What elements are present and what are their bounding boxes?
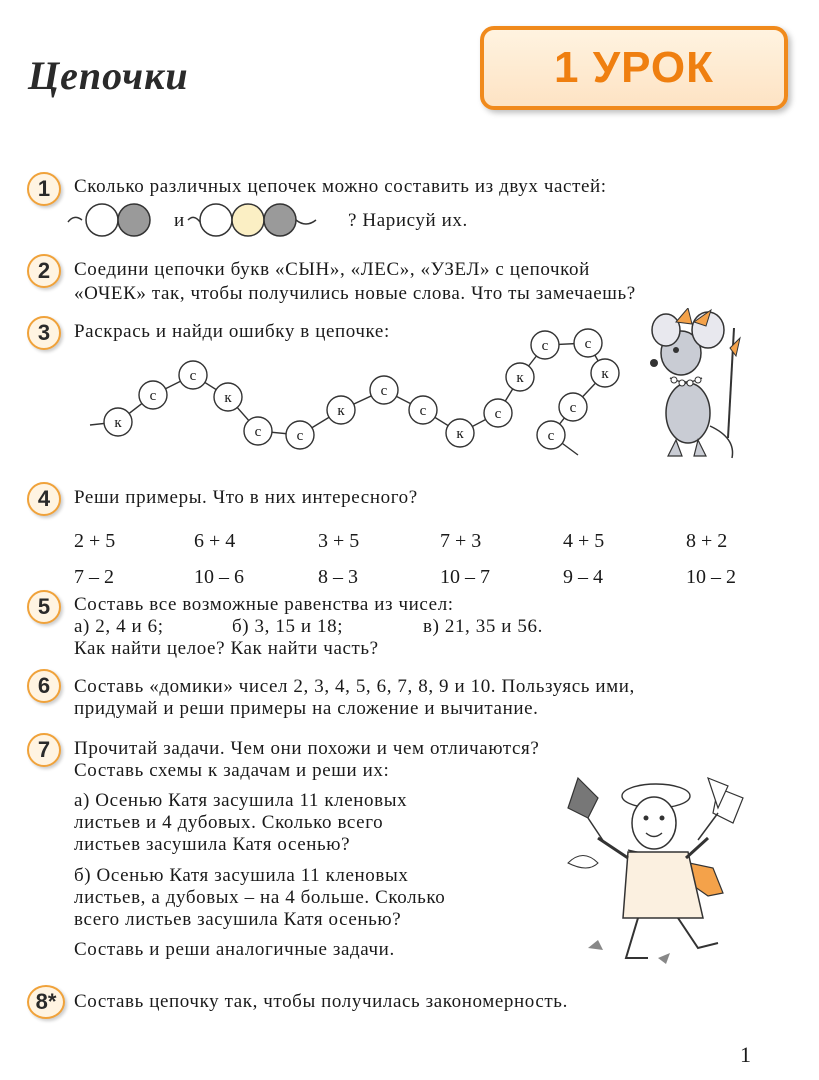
svg-text:с: с	[380, 383, 388, 399]
task-7-b-line3: всего листьев засушила Катя осенью?	[74, 909, 402, 930]
mouse-illustration-icon	[636, 308, 756, 463]
task-4-text: Реши примеры. Что в них интересного?	[74, 487, 418, 508]
task-7-b-line1: б) Осенью Катя засушила 11 кленовых	[74, 865, 409, 886]
page-title: Цепочки	[28, 53, 189, 98]
chain-bead	[286, 421, 314, 449]
task-4-expression: 7 – 2	[74, 566, 114, 588]
chain-bead	[559, 393, 587, 421]
svg-text:с: с	[569, 400, 577, 416]
task-5-line1: Составь все возможные равенства из чисел:	[74, 594, 454, 615]
task-4-number: 4	[27, 482, 61, 516]
chain-bead	[244, 417, 272, 445]
task-7-line1: Прочитай задачи. Чем они похожи и чем отличаются?	[74, 738, 540, 759]
svg-text:с: с	[254, 424, 262, 440]
svg-text:к: к	[224, 390, 232, 406]
task-3-bead-chain	[88, 325, 648, 470]
task-6-number: 6	[27, 669, 61, 703]
svg-text:с: с	[296, 428, 304, 444]
task-4-expression: 3 + 5	[318, 530, 360, 552]
task-1-question: ? Нарисуй их.	[348, 210, 468, 231]
task-5-option-c: в) 21, 35 и 56.	[423, 616, 543, 637]
task-5-option-a: а) 2, 4 и 6;	[74, 616, 164, 637]
chain-circle-gray	[264, 204, 296, 236]
chain-circle-gray	[118, 204, 150, 236]
chain-bead	[591, 359, 619, 387]
svg-text:к: к	[337, 403, 345, 419]
chain-circle-yellow	[232, 204, 264, 236]
task-8-number: 8*	[27, 985, 65, 1019]
svg-text:к: к	[114, 415, 122, 431]
task-2-line1: Соедини цепочки букв «СЫН», «ЛЕС», «УЗЕЛ» с цепочкой	[74, 259, 590, 280]
task-7-a-line3: листьев засушила Катя осенью?	[74, 834, 351, 855]
lesson-label: УРОК	[592, 43, 714, 92]
svg-text:к: к	[516, 370, 524, 386]
svg-text:с: с	[584, 336, 592, 352]
task-7-a-line1: а) Осенью Катя засушила 11 кленовых	[74, 790, 408, 811]
chain-bead	[327, 396, 355, 424]
lesson-number: 1	[554, 43, 580, 92]
task-4-expression: 4 + 5	[563, 530, 605, 552]
task-3-text: Раскрась и найди ошибку в цепочке:	[74, 321, 390, 342]
task-7-b-line2: листьев, а дубовых – на 4 больше. Сколько	[74, 887, 446, 908]
task-1-chains-illustration	[60, 200, 360, 240]
task-2-number: 2	[27, 254, 61, 288]
chain-circle-white	[200, 204, 232, 236]
task-3-number: 3	[27, 316, 61, 350]
task-8-text: Составь цепочку так, чтобы получилась закономерность.	[74, 991, 568, 1012]
task-4-expression: 7 + 3	[440, 530, 482, 552]
task-4-expression: 2 + 5	[74, 530, 116, 552]
svg-text:с: с	[419, 403, 427, 419]
task-4-expression: 8 + 2	[686, 530, 728, 552]
lesson-badge	[480, 26, 788, 110]
svg-text:с: с	[494, 406, 502, 422]
task-6-line1: Составь «домики» чисел 2, 3, 4, 5, 6, 7, 8, 9 и 10. Пользуясь ими,	[74, 676, 635, 697]
task-7-number: 7	[27, 733, 61, 767]
chain-bead	[104, 408, 132, 436]
chain-bead	[409, 396, 437, 424]
chain-bead	[446, 419, 474, 447]
chain-bead	[506, 363, 534, 391]
chain-bead	[370, 376, 398, 404]
task-4-expression: 6 + 4	[194, 530, 236, 552]
svg-text:с: с	[149, 388, 157, 404]
task-4-expression: 9 – 4	[563, 566, 603, 588]
task-1-and: и	[174, 210, 185, 231]
svg-text:с: с	[547, 428, 555, 444]
chain-bead	[574, 329, 602, 357]
chain-bead	[484, 399, 512, 427]
task-7-a-line2: листьев и 4 дубовых. Сколько всего	[74, 812, 384, 833]
svg-text:к: к	[456, 426, 464, 442]
task-4-expression: 10 – 7	[440, 566, 490, 588]
task-7-last: Составь и реши аналогичные задачи.	[74, 939, 395, 960]
task-2-line2: «ОЧЕК» так, чтобы получились новые слова. Что ты замечаешь?	[74, 283, 636, 304]
svg-text:к: к	[601, 366, 609, 382]
task-1-number: 1	[27, 172, 61, 206]
task-5-number: 5	[27, 590, 61, 624]
task-4-expression: 10 – 6	[194, 566, 244, 588]
chain-bead	[139, 381, 167, 409]
chain-circle-white	[86, 204, 118, 236]
task-1-text: Сколько различных цепочек можно составить из двух частей:	[74, 176, 607, 197]
task-4-expression: 10 – 2	[686, 566, 736, 588]
task-5-option-b: б) 3, 15 и 18;	[232, 616, 344, 637]
chain-bead	[531, 331, 559, 359]
chain-bead	[537, 421, 565, 449]
task-6-line2: придумай и реши примеры на сложение и вычитание.	[74, 698, 539, 719]
svg-text:с: с	[189, 368, 197, 384]
chain-bead	[214, 383, 242, 411]
svg-text:с: с	[541, 338, 549, 354]
girl-with-leaves-illustration-icon	[558, 768, 758, 968]
task-7-line2: Составь схемы к задачам и реши их:	[74, 760, 390, 781]
task-5-line3: Как найти целое? Как найти часть?	[74, 638, 379, 659]
page-number: 1	[740, 1042, 751, 1067]
task-4-expression: 8 – 3	[318, 566, 358, 588]
chain-bead	[179, 361, 207, 389]
